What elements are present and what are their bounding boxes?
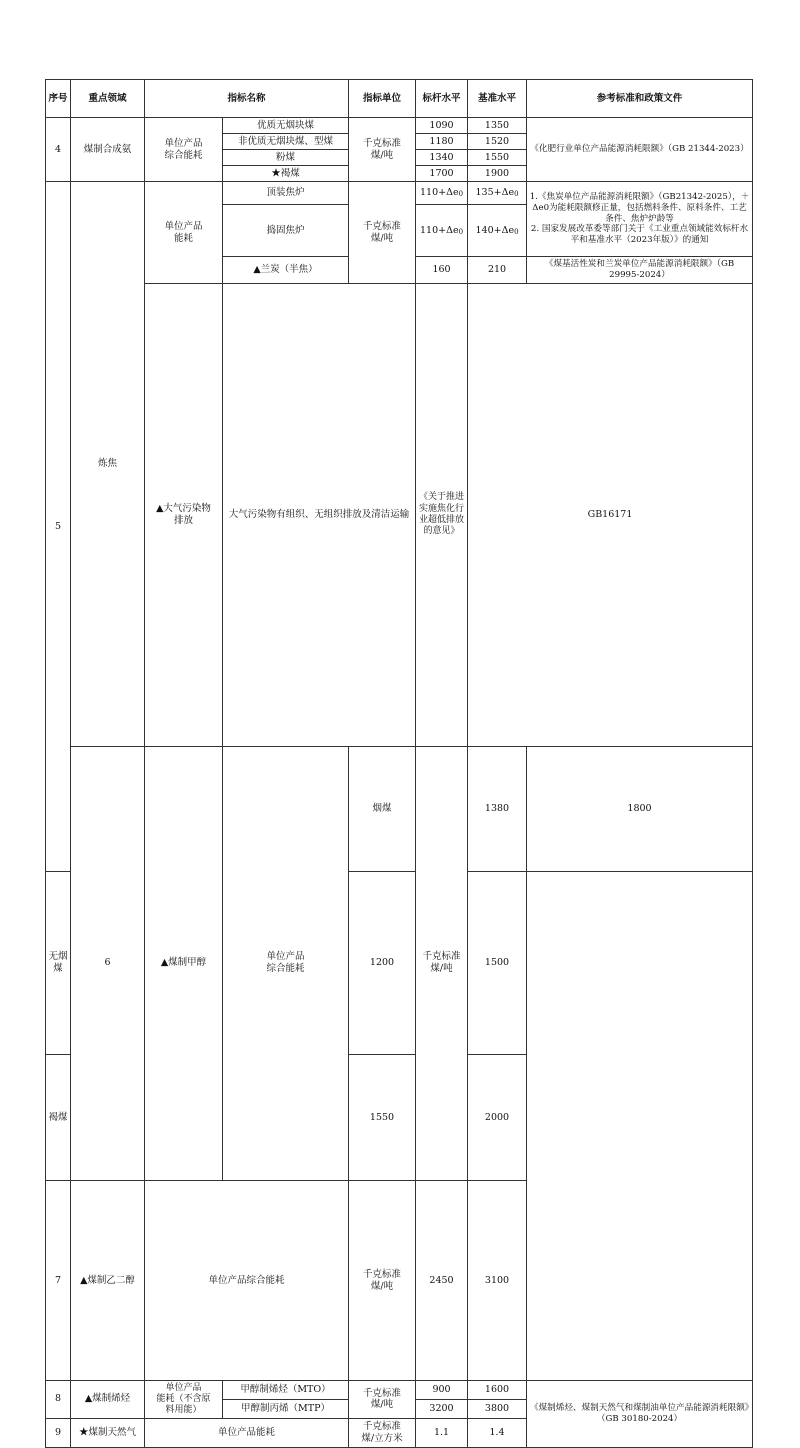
header-benchmark: 标杆水平 <box>416 80 468 118</box>
table-row <box>46 746 753 872</box>
table-row <box>46 1181 753 1381</box>
field-cell: ▲煤制烯烃 <box>71 1380 145 1418</box>
baseline-cell: 1500 <box>468 872 527 1055</box>
baseline-cell: 3800 <box>468 1399 527 1418</box>
header-unit: 指标单位 <box>349 80 416 118</box>
sub-indicator-cell: 大气污染物有组织、无组织排放及清洁运输 <box>223 284 416 747</box>
baseline-cell: 3100 <box>468 1181 527 1381</box>
refs-cell: 1.《焦炭单位产品能源消耗限额》（GB21342-2025），＋Δe0为能耗限额修正量，包括燃料条件、原料条件、工艺条件、焦炉炉龄等 2. 国家发展改革委等部门关于《工业重点领域能效标杆水平和基准水平（2023年版）》的通知 <box>527 182 753 257</box>
baseline-cell: 2000 <box>468 1055 527 1181</box>
benchmark-cell: 900 <box>416 1380 468 1399</box>
sub-indicator-cell: 捣固焦炉 <box>223 205 349 257</box>
indicator-cell: 单位产品 综合能耗 <box>223 746 349 1181</box>
baseline-cell: 1350 <box>468 118 527 134</box>
unit-cell: 千克标准 煤/吨 <box>349 118 416 182</box>
energy-benchmark-table <box>45 79 753 1448</box>
field-cell: ▲煤制甲醇 <box>145 746 223 1181</box>
header-seq: 序号 <box>46 80 71 118</box>
baseline-cell: 1800 <box>527 746 753 872</box>
seq-cell: 8 <box>46 1380 71 1418</box>
baseline-cell: 1.4 <box>468 1418 527 1447</box>
unit-cell: 千克标准 煤/吨 <box>416 746 468 1181</box>
unit-cell: 千克标准 煤/吨 <box>349 1380 416 1418</box>
sub-indicator-cell: 烟煤 <box>349 746 416 872</box>
benchmark-cell: 1200 <box>349 872 416 1055</box>
benchmark-cell: 1380 <box>468 746 527 872</box>
benchmark-cell: 1340 <box>416 150 468 166</box>
header-indicator: 指标名称 <box>145 80 349 118</box>
benchmark-cell: 1700 <box>416 166 468 182</box>
sub-indicator-cell: 甲醇制烯烃（MTO） <box>223 1380 349 1399</box>
baseline-cell: 1900 <box>468 166 527 182</box>
indicator-cell: 单位产品 能耗（不含原 料用能） <box>145 1380 223 1418</box>
sub-indicator-cell: 甲醇制丙烯（MTP） <box>223 1399 349 1418</box>
field-cell: ▲煤制乙二醇 <box>71 1181 145 1381</box>
benchmark-cell: 1180 <box>416 134 468 150</box>
sub-indicator-cell: 顶装焦炉 <box>223 182 349 205</box>
benchmark-cell: 3200 <box>416 1399 468 1418</box>
header-field: 重点领域 <box>71 80 145 118</box>
seq-cell: 7 <box>46 1181 71 1381</box>
indicator-cell: 单位产品综合能耗 <box>145 1181 349 1381</box>
sub-indicator-cell: 褐煤 <box>46 1055 71 1181</box>
sub-indicator-cell: ▲兰炭（半焦） <box>223 257 349 284</box>
refs-cell: 《煤制烯烃、煤制天然气和煤制油单位产品能源消耗限额》（GB 30180-2024） <box>527 1380 753 1447</box>
unit-cell: 千克标准 煤/吨 <box>349 1181 416 1381</box>
sub-indicator-cell: 无烟煤 <box>46 872 71 1055</box>
benchmark-cell: 110+Δe0 <box>416 182 468 205</box>
baseline-cell: 140+Δe0 <box>468 205 527 257</box>
seq-cell: 4 <box>46 118 71 182</box>
table-row <box>46 1380 753 1399</box>
seq-cell: 6 <box>71 746 145 1181</box>
indicator-cell: 单位产品 综合能耗 <box>145 118 223 182</box>
sub-indicator-cell: 非优质无烟块煤、型煤 <box>223 134 349 150</box>
sub-indicator-cell: 优质无烟块煤 <box>223 118 349 134</box>
baseline-cell: 135+Δe0 <box>468 182 527 205</box>
field-cell: 炼焦 <box>71 182 145 747</box>
baseline-cell: 1520 <box>468 134 527 150</box>
baseline-cell: GB16171 <box>468 284 753 747</box>
indicator-cell: ▲大气污染物 排放 <box>145 284 223 747</box>
refs-cell: 《煤基活性炭和兰炭单位产品能源消耗限额》（GB 29995-2024） <box>527 257 753 284</box>
benchmark-cell: 1.1 <box>416 1418 468 1447</box>
benchmark-cell: 160 <box>416 257 468 284</box>
sub-indicator-cell: 粉煤 <box>223 150 349 166</box>
table-row <box>46 182 753 205</box>
table-header-row <box>46 80 753 118</box>
baseline-cell: 210 <box>468 257 527 284</box>
sub-indicator-cell: ★褐煤 <box>223 166 349 182</box>
benchmark-cell: 110+Δe0 <box>416 205 468 257</box>
indicator-cell: 单位产品 能耗 <box>145 182 223 284</box>
table-row <box>46 118 753 134</box>
benchmark-cell: 《关于推进 实施焦化行 业超低排放 的意见》 <box>416 284 468 747</box>
unit-cell: 千克标准 煤/吨 <box>349 182 416 284</box>
benchmark-cell: 1550 <box>349 1055 416 1181</box>
seq-cell: 9 <box>46 1418 71 1447</box>
seq-cell: 5 <box>46 182 71 872</box>
benchmark-cell: 2450 <box>416 1181 468 1381</box>
baseline-cell: 1550 <box>468 150 527 166</box>
baseline-cell: 1600 <box>468 1380 527 1399</box>
table-row <box>46 284 753 747</box>
field-cell: 煤制合成氨 <box>71 118 145 182</box>
refs-cell: 《化肥行业单位产品能源消耗限额》（GB 21344-2023） <box>527 118 753 182</box>
field-cell: ★煤制天然气 <box>71 1418 145 1447</box>
header-baseline: 基准水平 <box>468 80 527 118</box>
header-refs: 参考标准和政策文件 <box>527 80 753 118</box>
benchmark-cell: 1090 <box>416 118 468 134</box>
indicator-cell: 单位产品能耗 <box>145 1418 349 1447</box>
unit-cell: 千克标准 煤/立方米 <box>349 1418 416 1447</box>
